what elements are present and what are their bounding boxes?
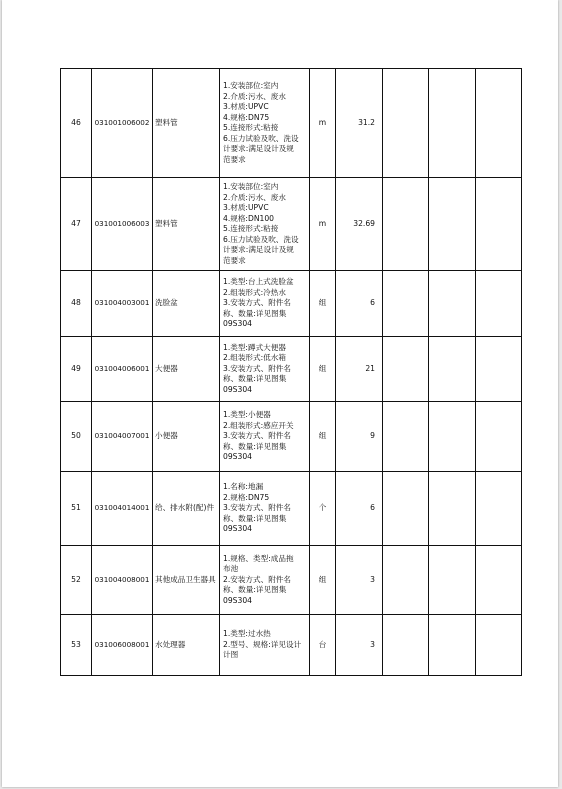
empty-cell-unit-price [383,271,429,337]
empty-cell-unit-price [383,337,429,402]
feature-line: 1.类型:小便器 [223,410,271,420]
empty-cell-remark [476,178,522,271]
feature-line: 3.材质:UPVC [223,102,269,111]
empty-cell-unit-price [383,69,429,178]
item-code: 031006008001 [92,615,153,676]
item-code: 031004007001 [92,402,153,472]
feature-line: 2.介质:污水、废水 [223,91,286,101]
item-quantity: 6 [336,472,383,546]
row-index: 53 [61,615,92,676]
feature-line: 2.介质:污水、废水 [223,192,286,202]
empty-cell-remark [476,615,522,676]
table-row [61,546,522,615]
feature-line: 计要求:满足设计及规 [223,144,294,153]
empty-cell-unit-price [383,178,429,271]
table-body [61,69,522,676]
item-name: 给、排水附(配)件 [153,472,220,546]
empty-cell-total-price [429,615,476,676]
empty-cell-total-price [429,546,476,615]
feature-line: 2.组装形式:低水箱 [223,353,286,363]
feature-line: 3.安装方式、附件名 [223,431,291,441]
table-row [61,615,522,676]
feature-line: 6.压力试验及吹、洗设 [223,234,299,244]
feature-line: 计要求:满足设计及规 [223,245,294,254]
empty-cell-remark [476,546,522,615]
feature-line: 称、数量:详见图集 [223,374,287,384]
row-index: 50 [61,402,92,472]
empty-cell-remark [476,69,522,178]
feature-line: 3.安装方式、附件名 [223,363,291,373]
table-row [61,69,522,178]
empty-cell-total-price [429,472,476,546]
row-index: 47 [61,178,92,271]
feature-line: 称、数量:详见图集 [223,308,287,318]
feature-line: 09S304 [223,452,252,462]
item-quantity: 32.69 [336,178,383,271]
feature-line: 称、数量:详见图集 [223,441,287,451]
empty-cell-unit-price [383,402,429,472]
feature-line: 2.组装形式:冷热水 [223,287,286,297]
empty-cell-unit-price [383,615,429,676]
feature-line: 1.规格、类型:成品拖 [223,553,294,563]
item-features [220,337,310,402]
item-quantity: 3 [336,615,383,676]
empty-cell-total-price [429,69,476,178]
item-features [220,615,310,676]
item-name: 塑料管 [153,69,220,178]
item-quantity: 3 [336,546,383,615]
empty-cell-total-price [429,178,476,271]
feature-line: 2.安装方式、附件名 [223,574,291,584]
item-code: 031004006001 [92,337,153,402]
row-index: 52 [61,546,92,615]
empty-cell-remark [476,337,522,402]
empty-cell-total-price [429,402,476,472]
feature-line: 1.类型:蹲式大便器 [223,342,286,352]
item-name: 小便器 [153,402,220,472]
item-features [220,402,310,472]
feature-line: 6.压力试验及吹、洗设 [223,133,299,143]
item-unit: 组 [310,337,336,402]
feature-line: 2.规格:DN75 [223,492,270,502]
item-code: 031001006003 [92,178,153,271]
feature-line: 范要求 [223,255,246,265]
feature-line: 称、数量:详见图集 [223,585,287,595]
item-name: 洗脸盆 [153,271,220,337]
table-row [61,337,522,402]
item-features [220,69,310,178]
item-features [220,271,310,337]
feature-line: 1.类型:台上式洗脸盆 [223,277,294,287]
table-row [61,178,522,271]
feature-line: 布池 [223,564,239,574]
feature-line: 称、数量:详见图集 [223,513,287,523]
feature-line: 1.名称:地漏 [223,482,264,492]
item-features [220,472,310,546]
empty-cell-total-price [429,271,476,337]
item-quantity: 31.2 [336,69,383,178]
bill-of-quantities-table [60,68,522,676]
row-index: 49 [61,337,92,402]
feature-line: 范要求 [223,154,246,164]
item-name: 塑料管 [153,178,220,271]
feature-line: 3.安装方式、附件名 [223,503,291,513]
item-unit: m [310,178,336,271]
feature-line: 5.连接形式:粘接 [223,224,279,233]
item-features [220,546,310,615]
feature-line: 3.材质:UPVC [223,203,269,212]
item-quantity: 6 [336,271,383,337]
feature-line: 4.规格:DN75 [223,112,270,122]
item-unit: 组 [310,271,336,337]
empty-cell-unit-price [383,546,429,615]
feature-line: 09S304 [223,595,252,605]
table-row [61,271,522,337]
feature-line: 09S304 [223,524,252,534]
document-page [2,0,558,787]
item-unit: 个 [310,472,336,546]
item-code: 031004014001 [92,472,153,546]
item-unit: 组 [310,546,336,615]
item-unit: m [310,69,336,178]
empty-cell-total-price [429,337,476,402]
empty-cell-remark [476,402,522,472]
feature-line: 计图 [223,650,239,660]
row-index: 46 [61,69,92,178]
item-quantity: 9 [336,402,383,472]
item-name: 其他成品卫生器具 [153,546,220,615]
empty-cell-remark [476,472,522,546]
feature-line: 1.类型:过水热 [223,629,271,639]
item-unit: 台 [310,615,336,676]
feature-line: 3.安装方式、附件名 [223,298,291,308]
table-row [61,402,522,472]
item-name: 大便器 [153,337,220,402]
item-code: 031004003001 [92,271,153,337]
feature-line: 09S304 [223,384,252,394]
feature-line: 1.安装部位:室内 [223,81,279,90]
table-row [61,472,522,546]
item-unit: 组 [310,402,336,472]
item-code: 031001006002 [92,69,153,178]
item-quantity: 21 [336,337,383,402]
item-name: 水处理器 [153,615,220,676]
feature-line: 4.规格:DN100 [223,213,275,223]
empty-cell-remark [476,271,522,337]
feature-line: 1.安装部位:室内 [223,182,279,191]
row-index: 51 [61,472,92,546]
item-features [220,178,310,271]
item-code: 031004008001 [92,546,153,615]
feature-line: 5.连接形式:粘接 [223,123,279,132]
feature-line: 09S304 [223,319,252,329]
empty-cell-unit-price [383,472,429,546]
feature-line: 2.型号、规格:详见设计 [223,639,302,649]
feature-line: 2.组装形式:感应开关 [223,420,294,430]
row-index: 48 [61,271,92,337]
